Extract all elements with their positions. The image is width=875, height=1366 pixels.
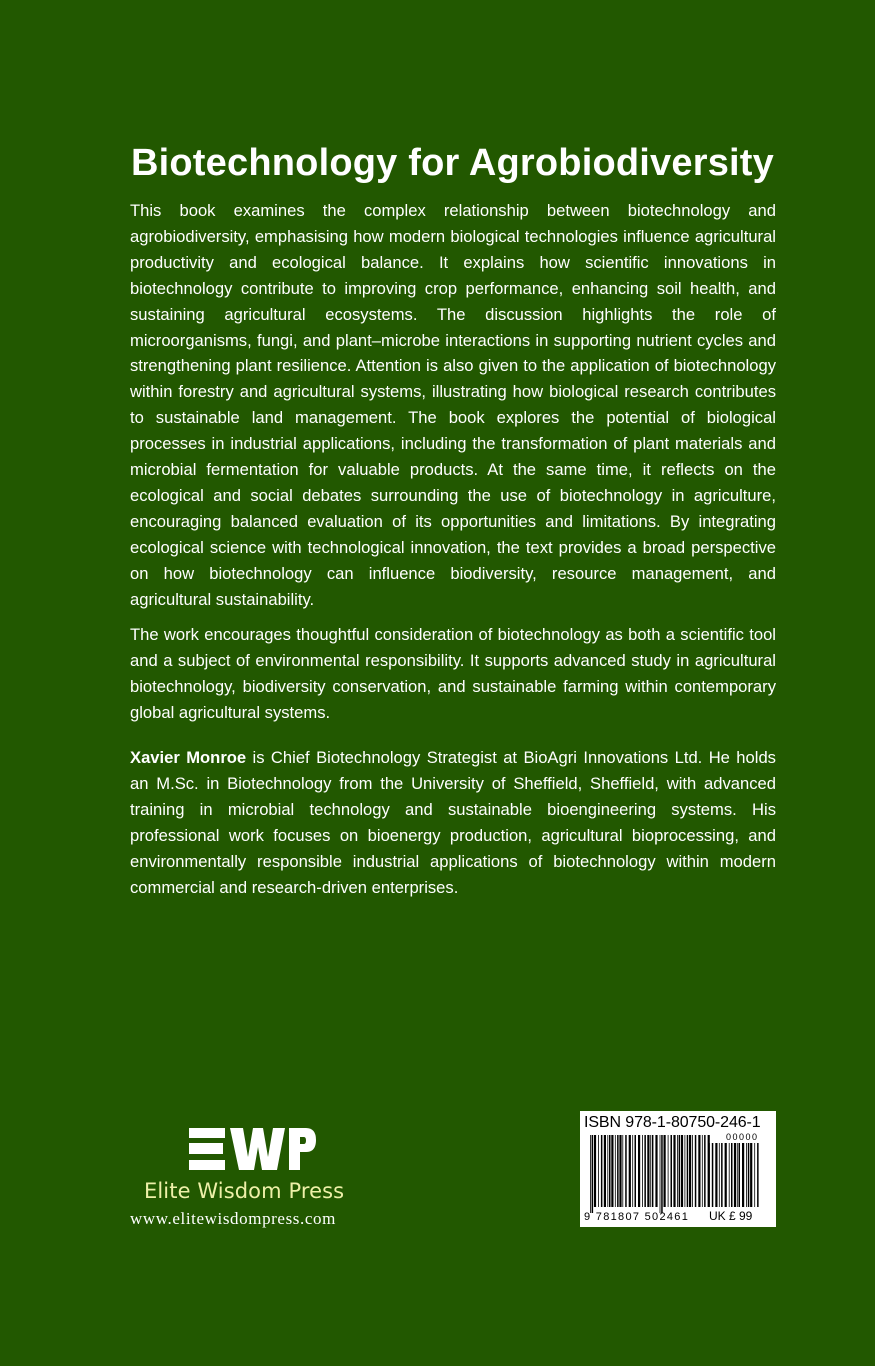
description-paragraph-1: This book examines the complex relationship between biotechnology and agrobiodiversity, emphasising how modern biological technologies influence agricultural productivity and ecological balance. It explains how scientific innovations in biotechnology contribute to improving crop performance, enhancing soil health, and sustaining agricultural ecosystems. The discussion highlights the role of microorganisms, fungi, and plant–microbe interactions in supporting nutrient cycles and strengthening plant resilience. Attention is also given to the application of biotechnology within forestry and agricultural systems, illustrating how biological research contributes to sustainable land management. The book explores the potential of biological processes in industrial applications, including the transformation of plant materials and microbial fermentation for valuable products. At the same time, it reflects on the ecological and social debates surrounding the use of biotechnology in agriculture, encouraging balanced evaluation of its opportunities and limitations. By integrating ecological science with technological innovation, the text provides a broad perspective on how biotechnology can influence biodiversity, resource management, and agricultural sustainability. <box>130 201 776 609</box>
barcode-bar <box>698 1135 700 1207</box>
book-title: Biotechnology for Agrobiodiversity <box>131 142 774 184</box>
barcode-digits: 9 781807 502461 <box>584 1211 690 1223</box>
barcode-addon-code: 00000 <box>726 1132 759 1142</box>
isbn-barcode <box>580 1111 776 1227</box>
barcode-bar <box>650 1135 651 1207</box>
barcode-bar <box>617 1135 619 1207</box>
publisher-logo-icon <box>186 1124 318 1174</box>
barcode-bar <box>619 1135 621 1207</box>
barcode-bar <box>702 1135 703 1207</box>
barcode-bar <box>737 1143 738 1207</box>
barcode-bar <box>604 1135 606 1207</box>
barcode-bar <box>661 1135 663 1213</box>
barcode-bar <box>592 1135 594 1213</box>
barcode-bar <box>729 1143 730 1207</box>
author-bio-text: is Chief Biotechnology Strategist at BioAgri Innovations Ltd. He holds an M.Sc. in Biotechnology from the University of Sheffield, Sheffield, with advanced training in microbial technology and sustainable bioengineering systems. His professional work focuses on bioenergy production, agricultural bioprocessing, and environmentally responsible industrial applications of biotechnology within modern commercial and research-driven enterprises. <box>130 748 776 897</box>
barcode-bar <box>679 1135 681 1207</box>
barcode-bar <box>692 1135 693 1207</box>
barcode-bar <box>615 1135 616 1207</box>
barcode-bar <box>725 1143 727 1207</box>
barcode-bar <box>687 1135 689 1207</box>
barcode-bar <box>664 1135 666 1207</box>
barcode-bar <box>671 1135 673 1207</box>
price-label: UK £ 99 <box>709 1209 753 1223</box>
barcode-bar <box>715 1143 717 1207</box>
barcode-bar <box>622 1135 623 1207</box>
barcode-bar <box>638 1135 640 1207</box>
barcode-bar <box>721 1143 723 1207</box>
barcode-bar <box>734 1143 736 1207</box>
barcode-bar <box>685 1135 686 1207</box>
barcode-bar <box>607 1135 608 1207</box>
barcode-bar <box>611 1135 613 1207</box>
barcode-bar <box>625 1135 627 1207</box>
barcode-bar <box>629 1135 631 1207</box>
barcode-bars <box>590 1135 712 1213</box>
barcode-bar <box>681 1135 683 1207</box>
barcode-bar <box>647 1135 649 1207</box>
barcode-bar <box>652 1135 654 1207</box>
barcode-bar <box>598 1135 599 1207</box>
barcode-bar <box>644 1135 646 1207</box>
author-name: Xavier Monroe <box>130 748 247 767</box>
barcode-bar <box>660 1135 661 1213</box>
barcode-bar <box>742 1143 744 1207</box>
barcode-bar <box>719 1143 720 1207</box>
barcode-bar <box>748 1143 750 1207</box>
publisher-name: Elite Wisdom Press <box>144 1179 345 1203</box>
barcode-bar <box>642 1135 643 1207</box>
barcode-addon-bars <box>709 1143 759 1213</box>
barcode-bar <box>754 1143 755 1207</box>
barcode-bar <box>673 1135 675 1207</box>
publisher-url: www.elitewisdompress.com <box>130 1209 336 1228</box>
barcode-bar <box>739 1143 741 1207</box>
barcode-bar <box>601 1135 603 1207</box>
barcode-bar <box>689 1135 691 1207</box>
barcode-bar <box>594 1135 596 1207</box>
barcode-bar <box>668 1135 669 1207</box>
barcode-bar <box>704 1135 706 1207</box>
barcode-bar <box>590 1135 591 1213</box>
barcode-bar <box>709 1143 710 1207</box>
author-bio-paragraph <box>130 745 776 900</box>
barcode-bar <box>731 1143 733 1207</box>
barcode-bar <box>695 1135 697 1207</box>
barcode-bar <box>677 1135 678 1207</box>
description-paragraph-2: The work encourages thoughtful consideration of biotechnology as both a scientific tool and a subject of environmental responsibility. It supports advanced study in agricultural biotechnology, biodiversity conservation, and sustainable farming within contemporary global agricultural systems. <box>130 625 776 722</box>
barcode-bar <box>712 1143 714 1207</box>
barcode-bar <box>750 1143 752 1207</box>
barcode-bar <box>746 1143 747 1207</box>
barcode-bar <box>609 1135 611 1207</box>
barcode-bar <box>655 1135 657 1207</box>
barcode-bar <box>757 1143 759 1207</box>
barcode-bar <box>635 1135 637 1207</box>
isbn-label: ISBN 978-1-80750-246-1 <box>584 1114 761 1131</box>
barcode-bar <box>632 1135 633 1207</box>
